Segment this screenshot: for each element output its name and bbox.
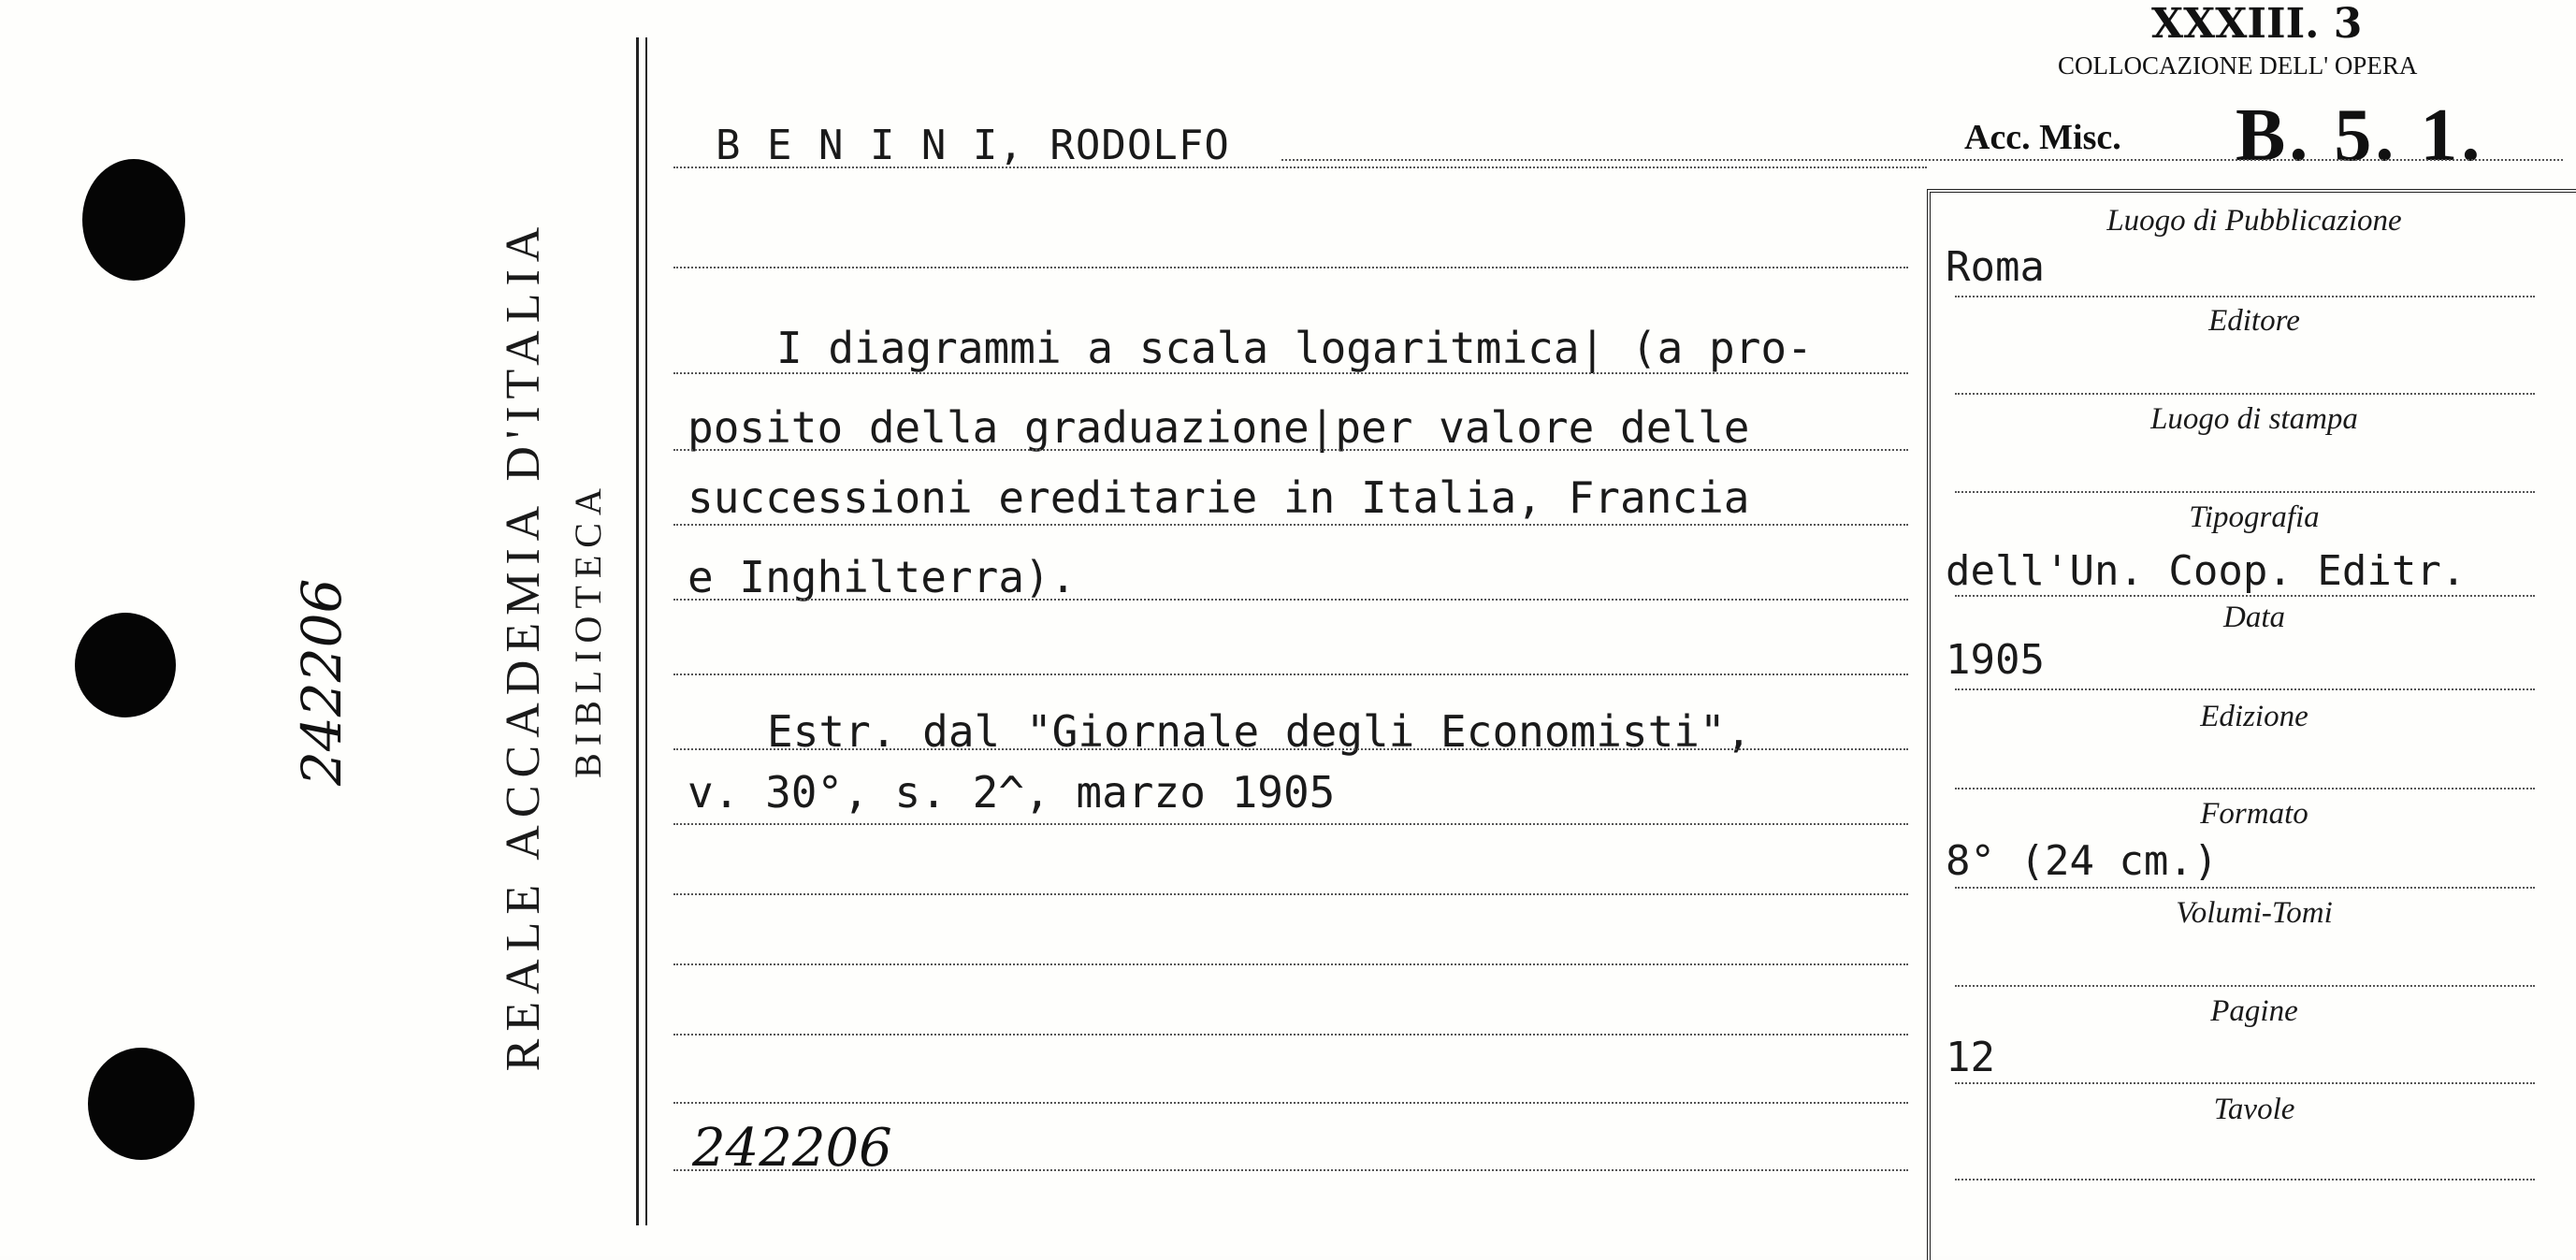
- handwritten-bottom-number: 242206: [692, 1118, 892, 1179]
- ruled-line-12: [673, 1034, 1908, 1036]
- field-label-edizione: Edizione: [2200, 700, 2308, 733]
- shelfmark-heading: COLLOCAZIONE DELL' OPERA: [2058, 51, 2418, 80]
- shelfmark-code: B. 5. 1.: [2236, 94, 2484, 177]
- field-line-6: [1955, 788, 2535, 789]
- institution-name: REALE ACCADEMIA D'ITALIA: [497, 219, 550, 1072]
- field-value-luogo-pubblicazione: Roma: [1946, 243, 2045, 291]
- field-line-10: [1955, 1179, 2535, 1180]
- note-line-1: Estr. dal "Giornale degli Economisti",: [767, 706, 1752, 757]
- field-line-3: [1955, 491, 2535, 493]
- left-rule: [636, 37, 639, 1225]
- field-label-volumi-tomi: Volumi-Tomi: [2176, 896, 2333, 930]
- field-line-5: [1955, 688, 2535, 690]
- ruled-line-6: [673, 599, 1908, 601]
- title-line-1: I diagrammi a scala logaritmica| (a pro-: [776, 323, 1813, 373]
- field-label-luogo-stampa: Luogo di stampa: [2150, 402, 2358, 436]
- library-label: BIBLIOTECA: [567, 481, 609, 778]
- field-line-9: [1955, 1082, 2535, 1084]
- title-line-3: successioni ereditarie in Italia, Francia: [687, 472, 1750, 523]
- field-label-tipografia: Tipografia: [2189, 500, 2320, 534]
- field-label-tavole: Tavole: [2213, 1093, 2295, 1126]
- punch-hole-middle: [75, 613, 176, 717]
- note-line-2: v. 30°, s. 2^, marzo 1905: [687, 767, 1336, 818]
- title-line-4: e Inghilterra).: [687, 552, 1077, 602]
- field-value-data: 1905: [1946, 636, 2045, 684]
- handwritten-shelf-number: XXXIII. 3: [2151, 0, 2363, 48]
- field-label-data: Data: [2223, 601, 2285, 634]
- field-label-formato: Formato: [2200, 797, 2308, 831]
- field-label-luogo-pubblicazione: Luogo di Pubblicazione: [2106, 204, 2402, 238]
- ruled-line-2: [673, 267, 1908, 268]
- field-line-8: [1955, 985, 2535, 987]
- ruled-line-11: [673, 963, 1908, 965]
- ruled-line-14: [673, 1169, 1908, 1171]
- ruled-line-13: [673, 1102, 1908, 1104]
- shelfmark-prefix: Acc. Misc.: [1964, 118, 2121, 157]
- ruled-line-7: [673, 673, 1908, 675]
- field-label-pagine: Pagine: [2210, 994, 2298, 1028]
- title-line-2: posito della graduazione|per valore delle: [687, 402, 1750, 453]
- punch-hole-bottom: [88, 1048, 195, 1160]
- ruled-line-8: [673, 748, 1908, 750]
- punch-hole-top: [82, 159, 185, 281]
- ruled-line-9: [673, 823, 1908, 825]
- field-line-7: [1955, 887, 2535, 889]
- field-value-pagine: 12: [1946, 1034, 1995, 1081]
- left-rule-inner: [645, 37, 647, 1225]
- ruled-line-3: [673, 372, 1908, 374]
- top-rule: [1281, 159, 2563, 161]
- ruled-line-5: [673, 524, 1908, 526]
- ruled-line-4: [673, 449, 1908, 451]
- field-line-1: [1955, 296, 2535, 297]
- author-line: [673, 167, 1927, 168]
- handwritten-side-number: 242206: [290, 578, 354, 786]
- author-heading: B E N I N I, RODOLFO: [716, 122, 1230, 169]
- field-line-2: [1955, 393, 2535, 395]
- field-line-4: [1955, 595, 2535, 597]
- field-value-tipografia: dell'Un. Coop. Editr.: [1946, 547, 2467, 595]
- ruled-line-10: [673, 893, 1908, 895]
- field-value-formato: 8° (24 cm.): [1946, 837, 2219, 885]
- field-label-editore: Editore: [2208, 304, 2300, 338]
